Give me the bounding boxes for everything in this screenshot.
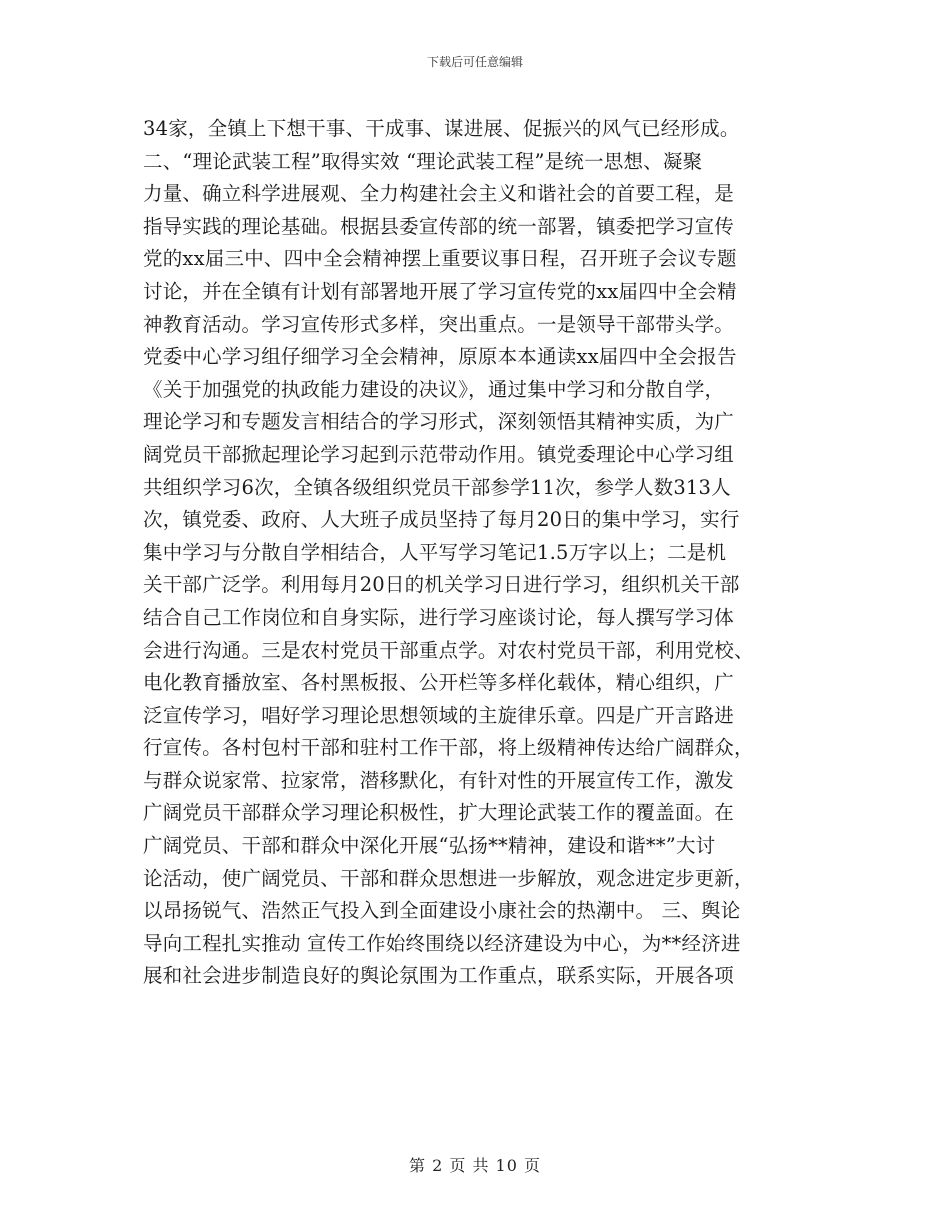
text-line: 二、“理论武装工程”取得实效 “理论武装工程”是统一思想、凝聚 <box>143 149 703 173</box>
document-body <box>143 113 813 993</box>
text-line: 阔党员干部掀起理论学习起到示范带动作用。镇党委理论中心学习组 <box>143 442 735 466</box>
text-line: 党的xx届三中、四中全会精神摆上重要议事日程，召开班子会议专题 <box>143 247 737 271</box>
text-line: 34家，全镇上下想干事、干成事、谋进展、促振兴的风气已经形成。 <box>143 117 740 140</box>
text-line: 电化教育播放室、各村黑板报、公开栏等多样化载体，精心组织，广 <box>143 671 735 695</box>
page-number-footer: 第 2 页 共 10 页 <box>409 1156 541 1175</box>
text-line: 讨论，并在全镇有计划有部署地开展了学习宣传党的xx届四中全会精 <box>143 279 737 303</box>
text-line: 次，镇党委、政府、人大班子成员坚持了每月20日的集中学习，实行 <box>143 508 740 532</box>
text-line: 《关于加强党的执政能力建设的决议》，通过集中学习和分散自学， <box>143 377 725 401</box>
text-line: 关干部广泛学。利用每月20日的机关学习日进行学习，组织机关干部 <box>143 573 740 597</box>
text-line: 会进行沟通。三是农村党员干部重点学。对农村党员干部，利用党校、 <box>143 638 754 662</box>
text-line: 结合自己工作岗位和自身实际，进行学习座谈讨论，每人撰写学习体 <box>143 605 735 629</box>
text-line: 力量、确立科学进展观、全力构建社会主义和谐社会的首要工程，是 <box>143 182 735 206</box>
text-line: 以昂扬锐气、浩然正气投入到全面建设小康社会的热潮中。 三、舆论 <box>143 899 741 923</box>
text-line: 共组织学习6次，全镇各级组织党员干部参学11次，参学人数313人 <box>143 475 731 499</box>
page-header: 下载后可任意编辑 <box>426 55 523 69</box>
text-line: 与群众说家常、拉家常，潜移默化，有针对性的开展宣传工作，激发 <box>143 768 735 792</box>
text-line: 广阔党员干部群众学习理论积极性，扩大理论武装工作的覆盖面。在 <box>143 801 735 825</box>
text-line: 神教育活动。学习宣传形式多样，突出重点。一是领导干部带头学。 <box>143 312 735 336</box>
text-line: 导向工程扎实推动 宣传工作始终围绕以经济建设为中心，为**经济进 <box>143 931 741 955</box>
text-line: 论活动，使广阔党员、干部和群众思想进一步解放，观念进定步更新， <box>143 866 754 890</box>
text-line: 理论学习和专题发言相结合的学习形式，深刻领悟其精神实质，为广 <box>143 410 735 434</box>
text-line: 集中学习与分散自学相结合，人平写学习笔记1.5万字以上；二是机 <box>143 540 727 564</box>
text-line: 指导实践的理论基础。根据县委宣传部的统一部署，镇委把学习宣传 <box>143 214 735 238</box>
text-line: 展和社会进步制造良好的舆论氛围为工作重点，联系实际，开展各项 <box>143 964 735 988</box>
text-line: 泛宣传学习，唱好学习理论思想领域的主旋律乐章。四是广开言路进 <box>143 703 735 727</box>
text-line: 广阔党员、干部和群众中深化开展“弘扬**精神，建设和谐**”大讨 <box>143 834 716 858</box>
text-line: 党委中心学习组仔细学习全会精神，原原本本通读xx届四中全会报告 <box>143 345 737 369</box>
text-line: 行宣传。各村包村干部和驻村工作干部，将上级精神传达给广阔群众， <box>143 736 754 760</box>
